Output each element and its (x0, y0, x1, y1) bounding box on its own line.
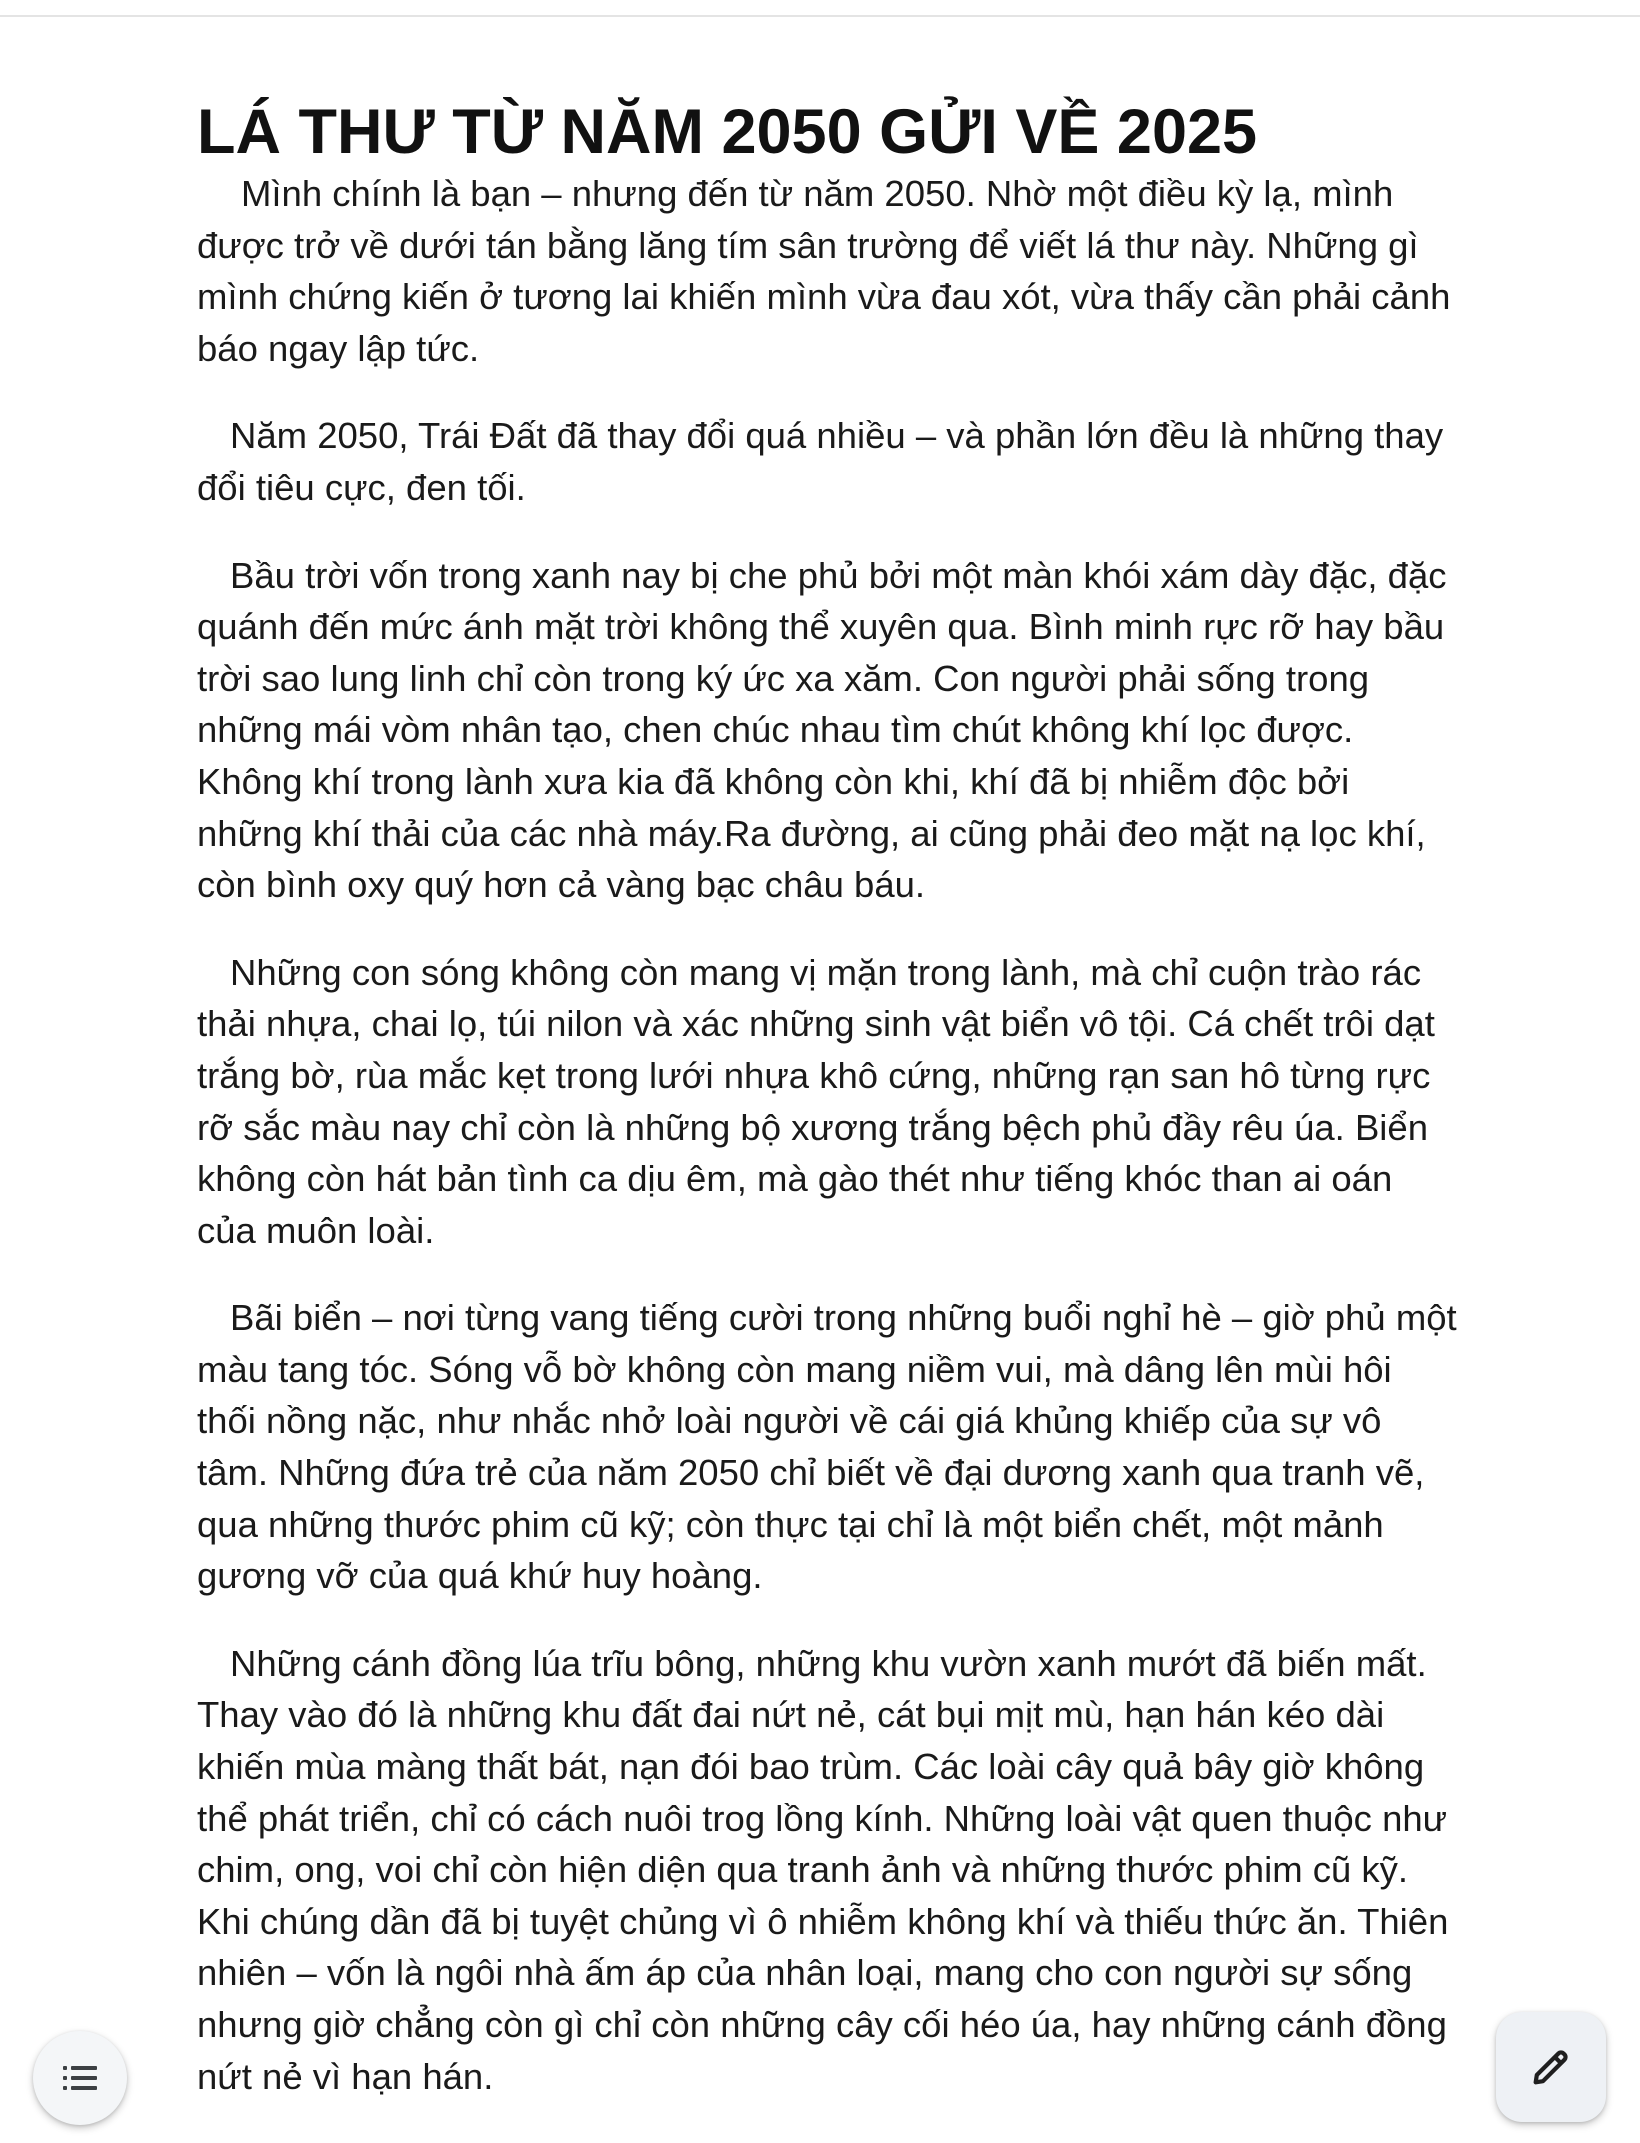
list-icon (63, 2065, 97, 2091)
paragraph-4 (197, 947, 1457, 1257)
top-divider (0, 15, 1640, 17)
document-title: LÁ THƯ TỪ NĂM 2050 GỬI VỀ 2025 (197, 97, 1258, 167)
paragraph-4-text: Những con sóng không còn mang vị mặn trong lành, mà chỉ cuộn trào rác thải nhựa, chai lọ, túi nilon và xác những sinh vật biển vô tội. Cá chết trôi dạt trắng bờ, rùa mắc kẹt trong lưới nhựa khô cứng, những rạn san hô từng rực rỡ sắc màu nay chỉ còn là những bộ xương trắng bệch phủ đầy rêu úa. Biển không còn hát bản tình ca dịu êm, mà gào thét như tiếng khóc than ai oán của muôn loài. (197, 951, 1446, 1251)
paragraph-5 (197, 1292, 1467, 1602)
paragraph-3 (197, 550, 1457, 911)
paragraph-2 (197, 410, 1457, 513)
paragraph-5-text: Bãi biển – nơi từng vang tiếng cười trong những buổi nghỉ hè – giờ phủ một màu tang tóc. Sóng vỗ bờ không còn mang niềm vui, mà dâng lên mùi hôi thối nồng nặc, như nhắc nhở loài người về cái giá khủng khiếp của sự vô tâm. Những đứa trẻ của năm 2050 chỉ biết về đại dương xanh qua tranh vẽ, qua những thước phim cũ kỹ; còn thực tại chỉ là một biển chết, một mảnh gương vỡ của quá khứ huy hoàng. (197, 1297, 1467, 1597)
paragraph-6-text: Những cánh đồng lúa trĩu bông, những khu vườn xanh mướt đã biến mất. Thay vào đó là những khu đất đai nứt nẻ, cát bụi mịt mù, hạn hán kéo dài khiến mùa màng thất bát, nạn đói bao trùm. Các loài cây quả bây giờ không thể phát triển, chỉ có cách nuôi trog lồng kính. Những loài vật quen thuộc như chim, ong, voi chỉ còn hiện diện qua tranh ảnh và những thước phim cũ kỹ. Khi chúng dần đã bị tuyệt chủng vì ô nhiễm không khí và thiếu thức ăn. Thiên nhiên – vốn là ngôi nhà ấm áp của nhân loại, mang cho con người sự sống nhưng giờ chẳng còn gì chỉ còn những cây cối héo úa, hay những cánh đồng nứt nẻ vì hạn hán. (197, 1642, 1459, 2097)
paragraph-2-text: Năm 2050, Trái Đất đã thay đổi quá nhiều – và phần lớn đều là những thay đổi tiêu cực, đen tối. (197, 415, 1454, 508)
pencil-icon (1528, 2044, 1574, 2090)
paragraph-1-text: Mình chính là bạn – nhưng đến từ năm 2050. Nhờ một điều kỳ lạ, mình được trở về dưới tán bằng lăng tím sân trường để viết lá thư này. Những gì mình chứng kiến ở tương lai khiến mình vừa đau xót, vừa thấy cần phải cảnh báo ngay lập tức. (197, 173, 1461, 369)
edit-button[interactable] (1496, 2012, 1606, 2122)
paragraph-6 (197, 1638, 1457, 2102)
paragraph-1 (197, 168, 1461, 374)
paragraph-3-text: Bầu trời vốn trong xanh nay bị che phủ bởi một màn khói xám dày đặc, đặc quánh đến mức ánh mặt trời không thể xuyên qua. Bình minh rực rỡ hay bầu trời sao lung linh chỉ còn trong ký ức xa xăm. Con người phải sống trong những mái vòm nhân tạo, chen chúc nhau tìm chút không khí lọc được. Không khí trong lành xưa kia đã không còn khi, khí đã bị nhiễm độc bởi những khí thải của các nhà máy.Ra đường, ai cũng phải đeo mặt nạ lọc khí, còn bình oxy quý hơn cả vàng bạc châu báu. (197, 554, 1457, 906)
document-body (197, 90, 1467, 2138)
outline-button[interactable] (33, 2031, 127, 2125)
